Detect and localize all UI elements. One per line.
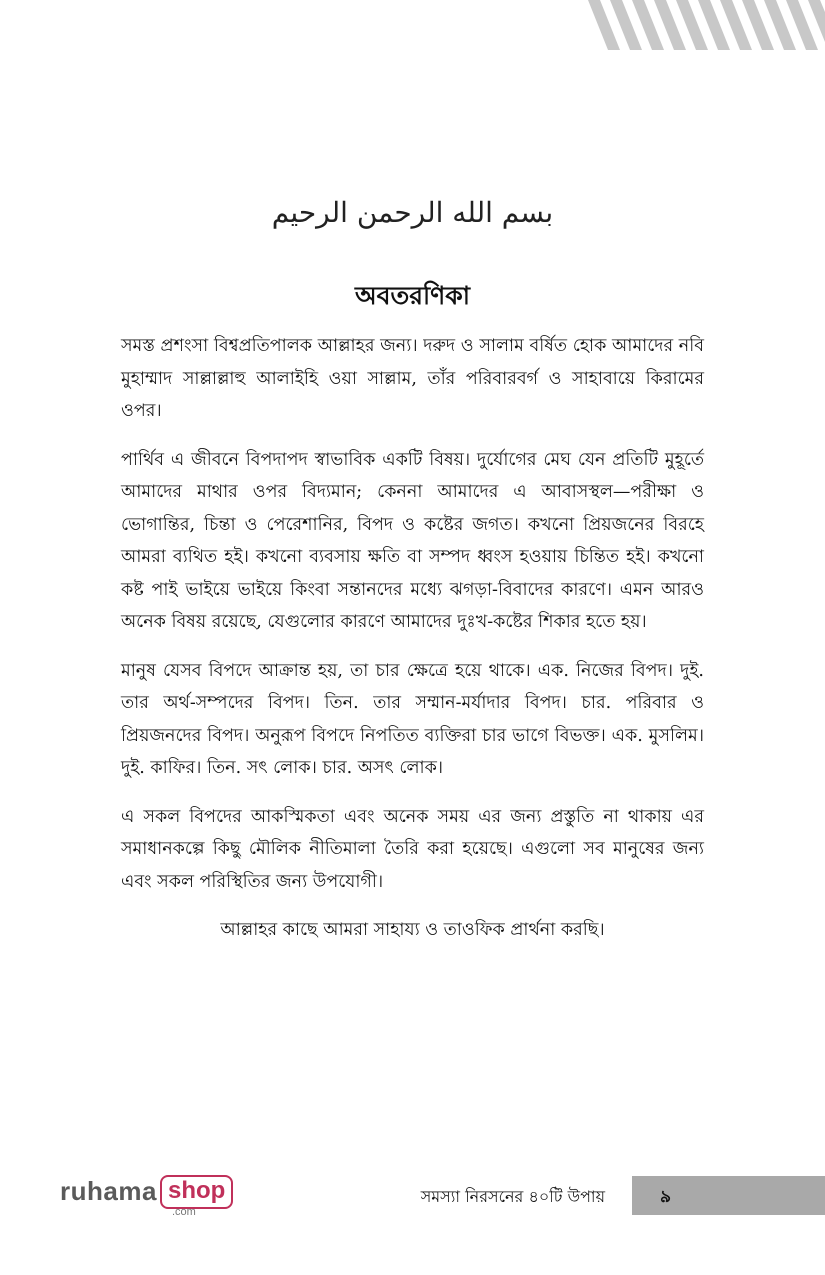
- logo-text: ruhama: [60, 1176, 157, 1206]
- running-footer-book-title: সমস্যা নিরসনের ৪০টি উপায়: [420, 1187, 605, 1206]
- bismillah-calligraphy: بسم الله الرحمن الرحيم: [271, 196, 554, 229]
- paragraph-4: এ সকল বিপদের আকস্মিকতা এবং অনেক সময় এর জন্য প্রস্তুতি না থাকায় এর সমাধানকল্পে কিছু মৌলিক নীতিমালা তৈরি করা হয়েছে। এগুলো সব মানুষের জন্য এবং সকল পরিস্থিতির জন্য উপযোগী।: [121, 806, 704, 892]
- logo-shop-badge: shop: [160, 1175, 233, 1209]
- paragraph-1: সমস্ত প্রশংসা বিশ্বপ্রতিপালক আল্লাহর জন্য। দরুদ ও সালাম বর্ষিত হোক আমাদের নবি মুহাম্মাদ সাল্লাল্লাহু আলাইহি ওয়া সাল্লাম, তাঁর পরিবারবর্গ ও সাহাবায়ে কিরামের ওপর।: [121, 336, 704, 421]
- decorative-stripes: [588, 0, 825, 50]
- logo-domain: .com: [172, 1206, 196, 1218]
- paragraph-2: পার্থিব এ জীবনে বিপদাপদ স্বাভাবিক একটি বিষয়। দুর্যোগের মেঘ যেন প্রতিটি মুহূর্তে আমাদের মাথার ওপর বিদ্যমান; কেননা আমাদের এ আবাসস্থল—পরীক্ষা ও ভোগান্তির, চিন্তা ও পেরেশানির, বিপদ ও কষ্টের জগত। কখনো প্রিয়জনের বিরহে আমরা ব্যথিত হই। কখনো ব্যবসায় ক্ষতি বা সম্পদ ধ্বংস হওয়ায় চিন্তিত হই। কখনো কষ্ট পাই ভাইয়ে ভাইয়ে কিংবা সন্তানদের মধ্যে ঝগড়া-বিবাদের কারণে। এমন আরও অনেক বিষয় রয়েছে, যেগুলোর কারণে আমাদের দুঃখ-কষ্টের শিকার হতে হয়।: [121, 449, 704, 632]
- closing-line: আল্লাহর কাছে আমরা সাহায্য ও তাওফিক প্রার্থনা করছি।: [220, 920, 605, 940]
- publisher-logo: [60, 1172, 230, 1222]
- paragraph-3: মানুষ যেসব বিপদে আক্রান্ত হয়, তা চার ক্ষেত্রে হয়ে থাকে। এক. নিজের বিপদ। দুই. তার অর্থ-সম্পদের বিপদ। তিন. তার সম্মান-মর্যাদার বিপদ। চার. পরিবার ও প্রিয়জনদের বিপদ। অনুরূপ বিপদে নিপতিত ব্যক্তিরা চার ভাগে বিভক্ত। এক. মুসলিম। দুই. কাফির। তিন. সৎ লোক। চার. অসৎ লোক।: [121, 660, 704, 778]
- page-body: [121, 330, 704, 963]
- page-number-box: [632, 1176, 825, 1215]
- page-number: ৯: [660, 1187, 672, 1207]
- page-title: অবতরণিকা: [354, 281, 471, 310]
